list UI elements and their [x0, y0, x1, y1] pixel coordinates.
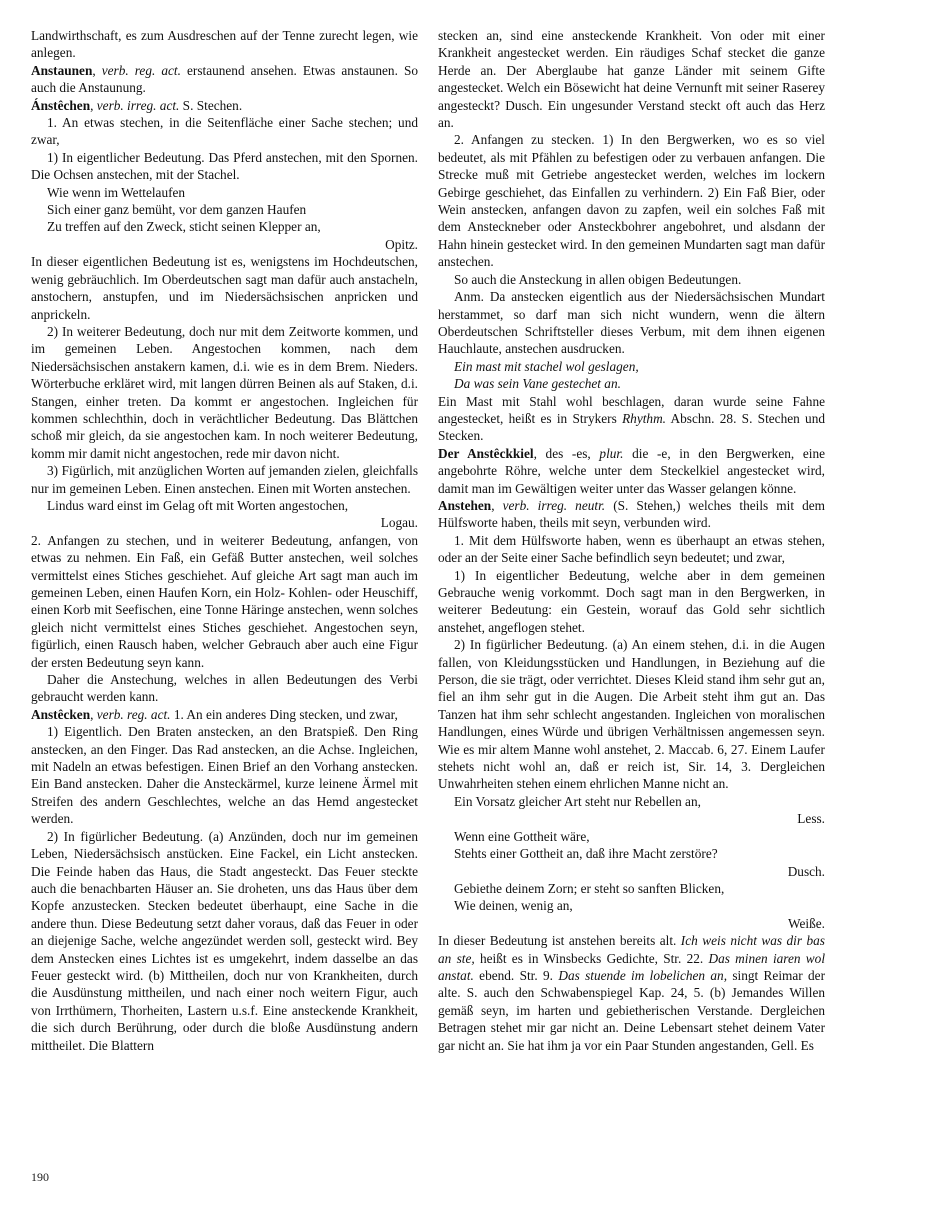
- paragraph: Ein Mast mit Stahl wohl beschlagen, daran wurde seine Fahne angestecket, heißt es in Strykers Rhythm. Abschn. 28. S. Stechen und Stecken.: [438, 393, 825, 444]
- paragraph: In dieser eigentlichen Bedeutung ist es, wenigstens im Hochdeutschen, wenig gebräuchlich. Im Oberdeutschen sagt man dafür auch anstacheln, anstochern, anstupfen, und im Niedersächsischen anpricken und anprickeln.: [31, 254, 418, 322]
- verse-line: Wie deinen, wenig an,: [454, 898, 573, 914]
- paragraph: Landwirthschaft, es zum Ausdreschen auf der Tenne zurecht legen, wie anlegen.: [31, 28, 418, 61]
- paragraph: 2) In weiterer Bedeutung, doch nur mit dem Zeitworte kommen, und im gemeinen Leben. Angestochen kommen, nach dem Niedersächsischen anstakern kamen, d.i. wie es in dem Brem. Nieders. Wörterbuche erkläret wird, mit langen dürren Beinen als auf Staken, d.i. Stangen, einher treten. Da kommt er angestochen. Ingleichen für kommen schlechthin, doch in verächtlicher Bedeutung. Das Blättchen schoß mir gleich, da sie angestochen kam. In noch weiterer Bedeutung, komm mir damit nicht angestochen, rede mir davon nicht.: [31, 323, 418, 461]
- verse-line: Wie wenn im Wettelaufen: [47, 184, 186, 200]
- page-number: 190: [31, 1170, 49, 1184]
- paragraph: In dieser Bedeutung ist anstehen bereits alt. Ich weis nicht was dir bas an ste, heißt es in Winsbecks Gedichte, Str. 22. Das minen iaren wol anstat. ebend. Str. 9. Das stuende im lobelichen an, singt Reimar der alte. S. auch den Schwabenspiegel Kap. 24, 5. (b) Jemandes Willen gemäß seyn, im harten und gebietherischen Verstande. Dergleichen Betragen stehet mir gar nicht an. Deine Lebensart stehet deinem Vater gar nicht an. Sie hat ihm ja vor ein Paar Stunden angestanden, Gell. Es: [438, 933, 826, 1053]
- verse-line: Gebiethe deinem Zorn; er steht so sanften Blicken,: [454, 880, 725, 896]
- citation-source: Less.: [797, 811, 825, 827]
- verse-line: Sich einer ganz bemüht, vor dem ganzen Haufen: [47, 202, 307, 218]
- verse-line: Ein Vorsatz gleicher Art steht nur Rebellen an,: [454, 793, 701, 809]
- paragraph: Anstêcken, verb. reg. act. 1. An ein anderes Ding stecken, und zwar,: [31, 706, 398, 722]
- citation-source: Logau.: [380, 515, 418, 531]
- paragraph: Anstaunen, verb. reg. act. erstaunend ansehen. Etwas anstaunen. So auch die Anstaunung.: [31, 62, 418, 96]
- paragraph: 1) In eigentlicher Bedeutung. Das Pferd anstechen, mit den Spornen. Die Ochsen anstechen, mit der Stachel.: [31, 149, 418, 183]
- verse-line: Stehts einer Gottheit an, daß ihre Macht zerstöre?: [454, 846, 718, 862]
- paragraph: Der Anstêckkiel, des -es, plur. die -e, in den Bergwerken, eine angebohrte Röhre, welche unter dem Steckelkiel angestecket wird, damit man im Gewältigen weiter unter das Wasser gelangen könne.: [438, 445, 826, 496]
- paragraph: 1) Eigentlich. Den Braten anstecken, an den Bratspieß. Den Ring anstecken, an den Finger. Das Rad anstecken, an die Achse. Ingleichen, mit Nadeln an etwas befestigen. Einen Brief an den Vorhang anstecken. Ein Band anstecken. Daher die Ansteckärmel, kurze leinene Ärmel mit Streifen des andern Geschlechtes, welche an das Hemd angestecket werden.: [31, 724, 418, 827]
- citation-source: Dusch.: [787, 863, 825, 879]
- right-column: [438, 27, 825, 1054]
- verse-line: Wenn eine Gottheit wäre,: [454, 828, 590, 844]
- paragraph: Anstehen, verb. irreg. neutr. (S. Stehen,) welches theils mit dem Hülfsworte haben, theils mit seyn, verbunden wird.: [438, 497, 825, 531]
- left-column: [31, 27, 418, 1054]
- paragraph: 2. Anfangen zu stechen, und in weiterer Bedeutung, anfangen, von etwas zu nehmen. Ein Faß, ein Gefäß Butter anstechen, weil solches vermittelst eines Stiches geschiehet. Auf gleiche Art sagt man auch im gemeinen Leben, einen Haufen Korn, ein Holz- Kohlen- oder Heuschiff, einen Korb mit Seefischen, eine Tonne Häringe anstechen, wenn solches gleich nicht vermittelst eines Stiches geschiehet. Angestochen seyn, figürlich, einen Rausch haben, welcher Gebrauch aber auch eine Figur der ersten Bedeutung seyn kann.: [31, 532, 418, 670]
- paragraph: So auch die Ansteckung in allen obigen Bedeutungen.: [454, 271, 742, 287]
- paragraph: Ánstêchen, verb. irreg. act. S. Stechen.: [31, 97, 243, 113]
- verse-line: Lindus ward einst im Gelag oft mit Worten angestochen,: [47, 497, 349, 513]
- citation-source: Weiße.: [788, 915, 825, 931]
- paragraph: 3) Figürlich, mit anzüglichen Worten auf jemanden zielen, gleichfalls nur im gemeinen Leben. Einen anstechen. Einen mit Worten anstechen.: [31, 463, 418, 496]
- verse-line: Da was sein Vane gestechet an.: [454, 376, 621, 392]
- paragraph: 2. Anfangen zu stecken. 1) In den Bergwerken, wo es so viel bedeutet, als mit Pfählen zu befestigen oder zu verbauen anfangen. Die Strecke muß mit Getriebe angestecket werden, welches im lockern Gebirge geschiehet, das Einfallen zu verhindern. 2) Ein Faß Bier, oder Wein anstecken, anfangen davon zu zapfen, weil ein solches Faß mit dem Ansteckneber oder Ansteckbohrer angebohret, und alsdann der Hahn hinein gestecket wird. In den gemeinen Mundarten sagt man dafür anstechen.: [438, 132, 825, 270]
- paragraph: Daher die Anstechung, welches in allen Bedeutungen des Verbi gebraucht werden kann.: [31, 672, 418, 705]
- paragraph: 1) In eigentlicher Bedeutung, welche aber in dem gemeinen Gebrauche wenig vorkommt. Doch sagt man in den Bergwerken, in weiterer Bedeutung: ein Gestein, worauf das Gold sehr sichtlich anstehet, angeflogen stehet.: [438, 567, 825, 635]
- paragraph: 2) In figürlicher Bedeutung. (a) Anzünden, doch nur im gemeinen Leben, Niedersächsisch anstücken. Eine Fackel, ein Licht anstecken. Die Feinde haben das Haus, die Stadt angesteckt. Das Feuer steckte auch die benachbarten Häuser an. Sie droheten, uns das Haus über dem Kopfe anzustecken. Stecken bedeutet überhaupt, eine Sache in die andere thun. Diese Bedeutung setzt daher voraus, daß das Feuer in oder an diejenige Sache, welche angezündet werden soll, gesteckt wird. Bey dem Anstecken eines Lichtes ist es umgekehrt, indem dasselbe an das Feuer gesteckt wird. (b) Mittheilen, doch nur von Krankheiten, durch die Ausdünstung mittheilen, und nach einer noch weitern Figur, auch von Irrthümern, Thorheiten, Lastern u.s.f. Eine ansteckende Krankheit, die sich durch Berührung, oder durch die bloße Ausdünstung andern mittheilet. Die Blattern: [31, 828, 418, 1053]
- paragraph: stecken an, sind eine ansteckende Krankheit. Von oder mit einer Krankheit angestecket werden. Ein räudiges Schaf stecket die ganze Herde an. Der Aberglaube hat ganze Länder mit seinem Gifte angestecket. Welch ein Bösewicht hat deine Vernunft mit seiner Raserey angesteckt? Dusch. Ein ungesunder Verstand steckt oft auch das Herz an.: [438, 28, 825, 131]
- paragraph: 1. Mit dem Hülfsworte haben, wenn es überhaupt an etwas stehen, oder an der Seite einer Sache befindlich seyn bedeutet; und zwar,: [438, 532, 825, 566]
- citation-source: Opitz.: [385, 236, 418, 252]
- paragraph: Anm. Da anstecken eigentlich aus der Niedersächsischen Mundart herstammet, so darf man sich nicht wundern, wenn die ältern Oberdeutschen Schriftsteller dieses Verbum, mit dem ihnen eigenen Hauchlaute, anstechen ausdrucken.: [438, 289, 825, 357]
- verse-line: Ein mast mit stachel wol geslagen,: [454, 358, 639, 374]
- paragraph: 2) In figürlicher Bedeutung. (a) An einem stehen, d.i. in die Augen fallen, von Kleidungsstücken und Handlungen, in Beziehung auf die Person, die sie trägt, oder verrichtet. Dieses Kleid stand ihm sehr gut an, fiel an ihm sehr gut in die Augen. Die Arbeit steht ihm gut an. Das Tanzen hat ihm sehr schlecht angestanden. Ingleichen von moralischen Handlungen, eines Würde und übrigen Verhältnissen angemessen seyn. Wie es mir altem Manne wohl anstehet, 2. Maccab. 6, 27. Einem Laufer stehets nicht wohl an, daß er reich ist, Sir. 14, 3. Dergleichen Unwahrheiten stehen einem ehrlichen Manne nicht an.: [438, 637, 825, 792]
- verse-line: Zu treffen auf den Zweck, sticht seinen Klepper an,: [47, 219, 321, 235]
- paragraph: 1. An etwas stechen, in die Seitenfläche einer Sache stechen; und zwar,: [31, 115, 418, 148]
